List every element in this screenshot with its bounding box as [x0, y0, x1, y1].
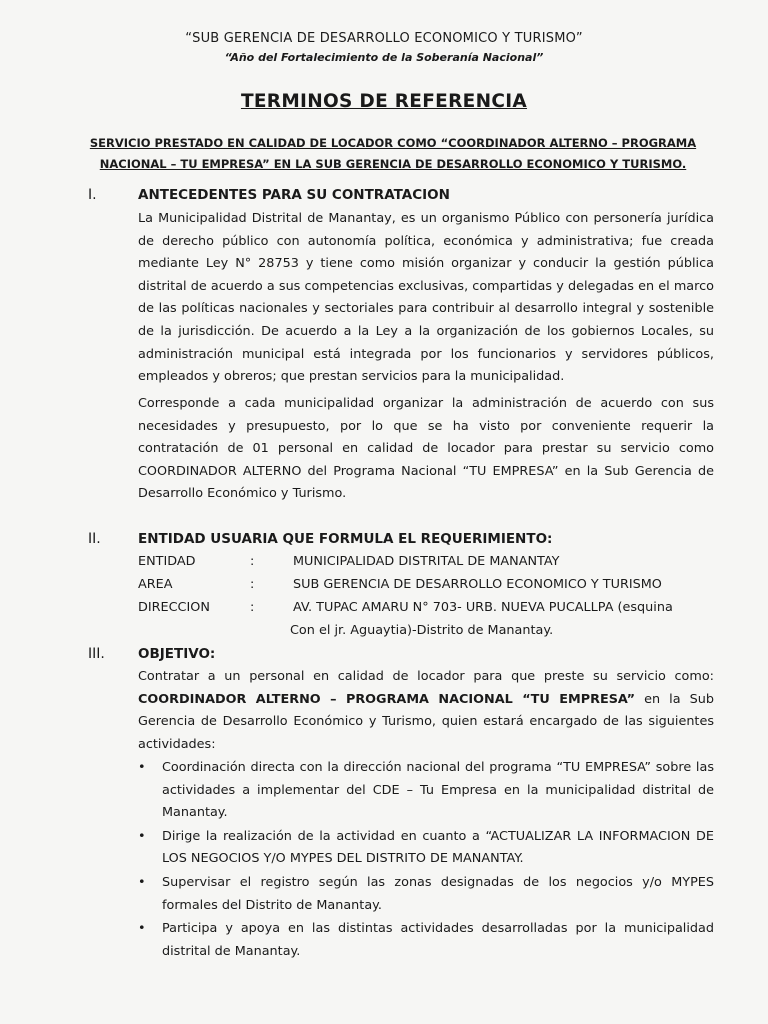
activities-list: [138, 757, 714, 964]
section-2-title: ENTIDAD USUARIA QUE FORMULA EL REQUERIMIENTO:: [138, 531, 553, 547]
section-3-title: OBJETIVO:: [138, 646, 216, 662]
address-separator: :: [250, 600, 255, 615]
header-year-motto: “Año del Fortalecimiento de la Soberanía Nacional”: [224, 51, 544, 64]
entity-separator: :: [250, 554, 255, 569]
entity-value: MUNICIPALIDAD DISTRITAL DE MANANTAY: [293, 554, 560, 569]
section-3-role-name: COORDINADOR ALTERNO – PROGRAMA NACIONAL “TU EMPRESA”: [138, 691, 636, 707]
section-3-intro-a: Contratar a un personal en calidad de locador para que preste su servicio como:: [138, 669, 714, 684]
list-item: [138, 826, 714, 871]
section-1-title: ANTECEDENTES PARA SU CONTRATACION: [138, 187, 450, 203]
list-item: [138, 757, 714, 825]
activity-text: Dirige la realización de la actividad en cuanto a “ACTUALIZAR LA INFORMACION DE LOS NEGOCIOS Y/O MYPES DEL DISTRITO DE MANANTAY.: [162, 828, 714, 867]
bullet-icon: •: [138, 874, 146, 890]
activity-text: Participa y apoya en las distintas actividades desarrolladas por la municipalidad distrital de Manantay.: [162, 921, 714, 959]
entity-label: ENTIDAD: [138, 554, 196, 569]
activity-text: Coordinación directa con la dirección nacional del programa “TU EMPRESA” sobre las actividades a implementar del CDE – Tu Empresa en la municipalidad distrital de Manantay.: [162, 760, 714, 821]
document-subtitle: SERVICIO PRESTADO EN CALIDAD DE LOCADOR COMO “COORDINADOR ALTERNO – PROGRAMA NACIONAL – TU EMPRESA” EN LA SUB GERENCIA DE DESARROLLO ECONOMICO Y TURISMO.: [89, 136, 697, 171]
section-3-intro-b: en la Sub Gerencia de Desarrollo Económico y Turismo, quien estará encargado de las siguientes actividades:: [138, 691, 714, 752]
section-2-number: II.: [88, 531, 101, 547]
section-1-number: I.: [88, 187, 97, 203]
document-title: TERMINOS DE REFERENCIA: [240, 91, 528, 112]
area-value: SUB GERENCIA DE DESARROLLO ECONOMICO Y TURISMO: [293, 577, 662, 592]
section-1-paragraph-1: La Municipalidad Distrital de Manantay, es un organismo Público con personería jurídica de derecho público con autonomía política, económica y administrativa; fue creada mediante Ley N° 28753 y tiene como misión organizar y conducir la gestión pública distrital de acuerdo a sus competencias exclusivas, compartidas y delegadas en el marco de las políticas nacionales y sectoriales para contribuir al desarrollo integral y sostenible de la jurisdicción. De acuerdo a la Ley a la organización de los gobiernos Locales, su administración municipal está integrada por los funcionarios y servidores públicos, empleados y obreros; que prestan servicios para la municipalidad.: [138, 211, 714, 385]
bullet-icon: •: [138, 921, 146, 937]
area-separator: :: [250, 577, 255, 592]
bullet-icon: •: [138, 828, 146, 844]
section-1-paragraph-2: Corresponde a cada municipalidad organizar la administración de acuerdo con sus necesidades y presupuesto, por lo que se ha visto por conveniente requerir la contratación de 01 personal en calidad de locador para prestar su servicio como COORDINADOR ALTERNO del Programa Nacional “TU EMPRESA” en la Sub Gerencia de Desarrollo Económico y Turismo.: [138, 396, 714, 502]
area-label: AREA: [138, 577, 173, 592]
address-label: DIRECCION: [138, 600, 210, 615]
section-3-number: III.: [88, 646, 105, 662]
address-continuation: Con el jr. Aguaytia)-Distrito de Manantay.: [290, 623, 554, 638]
list-item: [138, 918, 714, 963]
bullet-icon: •: [138, 760, 146, 775]
address-value: AV. TUPAC AMARU N° 703- URB. NUEVA PUCALLPA (esquina: [293, 600, 673, 615]
list-item: [138, 872, 714, 917]
header-office-name: “SUB GERENCIA DE DESARROLLO ECONOMICO Y TURISMO”: [185, 31, 583, 46]
activity-text: Supervisar el registro según las zonas designadas de los negocios y/o MYPES formales del Distrito de Manantay.: [162, 874, 714, 913]
section-3-intro: [138, 666, 714, 756]
